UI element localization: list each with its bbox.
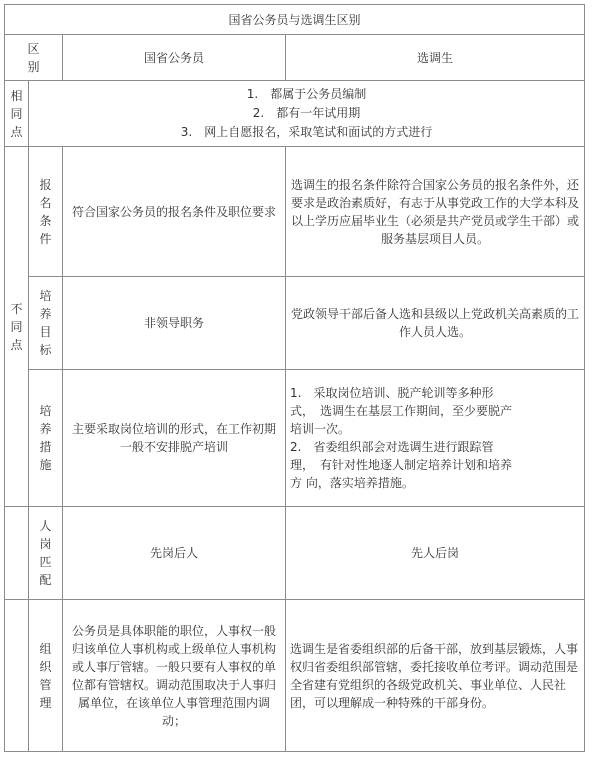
aspect-char: 匹: [39, 555, 52, 569]
same-label-char-1: 相: [10, 88, 23, 103]
aspect-management: [29, 600, 63, 752]
aspect-char: 目: [39, 325, 52, 339]
aspect-char: 织: [39, 659, 52, 674]
aspect-char: 标: [39, 343, 52, 357]
diff-points-label: [5, 147, 29, 507]
aspect-matching: [29, 507, 63, 600]
same-label-char-3: 点: [10, 124, 23, 139]
same-label-char-2: 同: [10, 106, 23, 121]
aspect-char: 岗: [39, 537, 52, 551]
measure-line: 式， 选调生在基层工作期间，至少要脱产: [290, 404, 513, 418]
diff-row-training-goal: [5, 277, 585, 370]
diff-label-char-1: 不: [10, 301, 23, 316]
grad-training-measures: [286, 370, 585, 507]
header-row: [5, 35, 585, 81]
same-item: 1. 都属于公务员编制: [246, 87, 367, 101]
aspect-char: 人: [39, 519, 52, 533]
aspect-char: 组: [39, 641, 52, 656]
header-category-char-1: 区: [27, 41, 40, 56]
aspect-char: 养: [39, 422, 52, 436]
civil-management: 公务员是具体职能的职位，人事权一般归该单位人事机构或上级单位人事机构或人事厅管辖。一般只要有人事权的单位都有管辖权。调动范围取决于人事归属单位，在该单位人事管理范围内调动；: [63, 600, 286, 752]
aspect-char: 培: [39, 404, 52, 418]
aspect-char: 施: [39, 458, 52, 472]
measure-line: 理， 有针对性地逐人制定培养计划和培养: [290, 458, 513, 472]
aspect-char: 报: [39, 177, 52, 192]
page-margin: [586, 0, 609, 771]
diff-row-management: [5, 600, 585, 752]
civil-registration: 符合国家公务员的报名条件及职位要求: [63, 147, 286, 277]
measure-line: 2. 省委组织部会对选调生进行跟踪管: [290, 440, 494, 454]
grad-training-goal: 党政领导干部后备人选和县级以上党政机关高素质的工作人员人选。: [286, 277, 585, 370]
aspect-training-goal: [29, 277, 63, 370]
aspect-char: 措: [39, 440, 52, 454]
header-civil-servant: 国省公务员: [63, 35, 286, 81]
aspect-char: 养: [39, 307, 52, 321]
measure-line: 方 向，落实培养措施。: [290, 476, 414, 490]
diff-row-matching: [5, 507, 585, 600]
diff-row-registration: [5, 147, 585, 277]
grad-management: 选调生是省委组织部的后备干部，放到基层锻炼，人事权归省委组织部管辖，委托接收单位考评。调动范围是全省建有党组织的各级党政机关、事业单位、人民社团，可以理解成一种特殊的干部身份。: [286, 600, 585, 752]
same-points-row: [5, 81, 585, 147]
aspect-registration: [29, 147, 63, 277]
aspect-training-measures: [29, 370, 63, 507]
comparison-table: [4, 4, 585, 752]
header-category: [5, 35, 63, 81]
diff-label-char-2: 同: [10, 319, 23, 334]
header-selected-grad: 选调生: [286, 35, 585, 81]
aspect-char: 件: [39, 231, 52, 246]
title-row: [5, 5, 585, 35]
same-points-label: [5, 81, 29, 147]
civil-training-goal: 非领导职务: [63, 277, 286, 370]
diff-label-continuation: [5, 507, 29, 600]
measure-line: 1. 采取岗位培训、脱产轮训等多种形: [290, 386, 494, 400]
aspect-char: 理: [39, 695, 52, 710]
header-category-char-2: 别: [27, 59, 40, 74]
diff-row-training-measures: [5, 370, 585, 507]
diff-label-continuation: [5, 600, 29, 752]
aspect-char: 条: [39, 213, 52, 228]
civil-training-measures: 主要采取岗位培训的形式，在工作初期一般不安排脱产培训: [63, 370, 286, 507]
aspect-char: 名: [39, 195, 52, 210]
aspect-char: 培: [39, 289, 52, 303]
civil-matching: 先岗后人: [63, 507, 286, 600]
diff-label-char-3: 点: [10, 337, 23, 352]
grad-registration: 选调生的报名条件除符合国家公务员的报名条件外，还要求是政治素质好，有志于从事党政工作的大学本科及以上学历应届毕业生（必须是共产党员或学生干部）或服务基层项目人员。: [286, 147, 585, 277]
aspect-char: 管: [39, 677, 52, 692]
measure-line: 培训一次。: [290, 422, 351, 436]
aspect-char: 配: [39, 573, 52, 587]
grad-matching: 先人后岗: [286, 507, 585, 600]
same-item: 2. 都有一年试用期: [252, 106, 361, 120]
same-points-list: [29, 81, 585, 147]
same-item: 3. 网上自愿报名，采取笔试和面试的方式进行: [180, 125, 433, 139]
table-title: 国省公务员与选调生区别: [5, 5, 585, 35]
